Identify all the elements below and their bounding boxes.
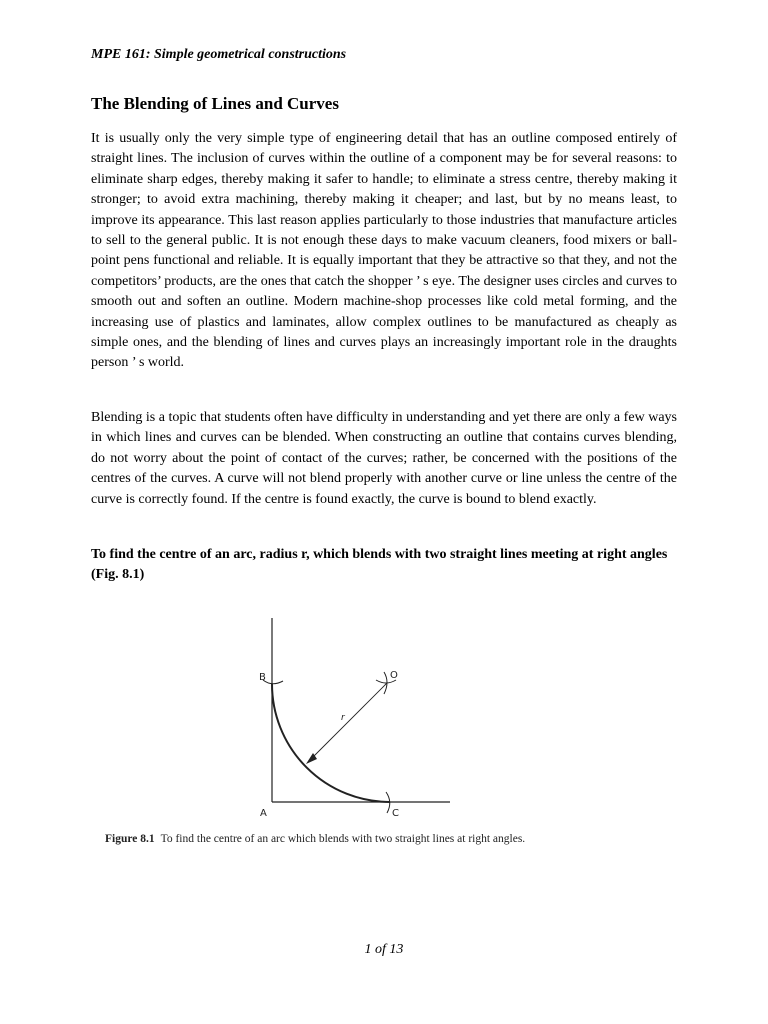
label-a: A	[260, 808, 267, 819]
blend-arc	[272, 684, 390, 802]
tick-b	[263, 680, 283, 684]
paragraph-intro: It is usually only the very simple type of engineering detail that has an outline composed entirely of straight lines. The inclusion of curves within the outline of a component may be for several reasons: to eliminate sharp edges, thereby making it safer to handle; to eliminate a stress centre, thereby making it stronger; to avoid extra machining, thereby making it cheaper; and last, but by no means least, to improve its appearance. This last reason applies particularly to those industries that manufacture articles to sell to the general public. It is not enough these days to make vacuum cleaners, food mixers or ball-point pens functional and reliable. It is equally important that they be attractive so that they, and not the competitors’ products, are the ones that catch the shopper ’ s eye. The designer uses circles and curves to smooth out and soften an outline. Modern machine-shop processes like cold metal forming, and the increasing use of plastics and laminates, allow complex outlines to be manufactured as cheaply as simple ones, and the blending of lines and curves plays an increasingly important role in the draughts person ’ s world.	[91, 131, 677, 371]
label-b: B	[259, 672, 266, 683]
section-title: The Blending of Lines and Curves	[91, 94, 339, 113]
blend-diagram	[240, 610, 470, 825]
construction-heading: To find the centre of an arc, radius r, which blends with two straight lines meeting at right angles (Fig. 8.1)	[91, 547, 668, 583]
caption-text: To find the centre of an arc which blends with two straight lines at right angles.	[160, 833, 526, 845]
paragraph-blending: Blending is a topic that students often have difficulty in understanding and yet there are only a few ways in which lines and curves can be blended. When constructing an outline that contains curves blending, do not worry about the point of contact of the curves; rather, be concerned with the positions of the centres of the curves. A curve will not blend properly with another curve or line unless the centre of the curve is correctly found. If the centre is found exactly, the curve is bound to blend exactly.	[91, 410, 677, 507]
figure-8-1	[240, 610, 470, 830]
label-o: O	[390, 670, 398, 681]
radius-line	[310, 683, 387, 760]
label-r: r	[341, 713, 345, 723]
page-number: 1 of 13	[364, 942, 404, 957]
label-c: C	[392, 808, 399, 819]
caption-label: Figure 8.1	[105, 833, 155, 845]
figure-caption	[105, 833, 525, 845]
page-header: MPE 161: Simple geometrical constructions	[91, 47, 347, 62]
